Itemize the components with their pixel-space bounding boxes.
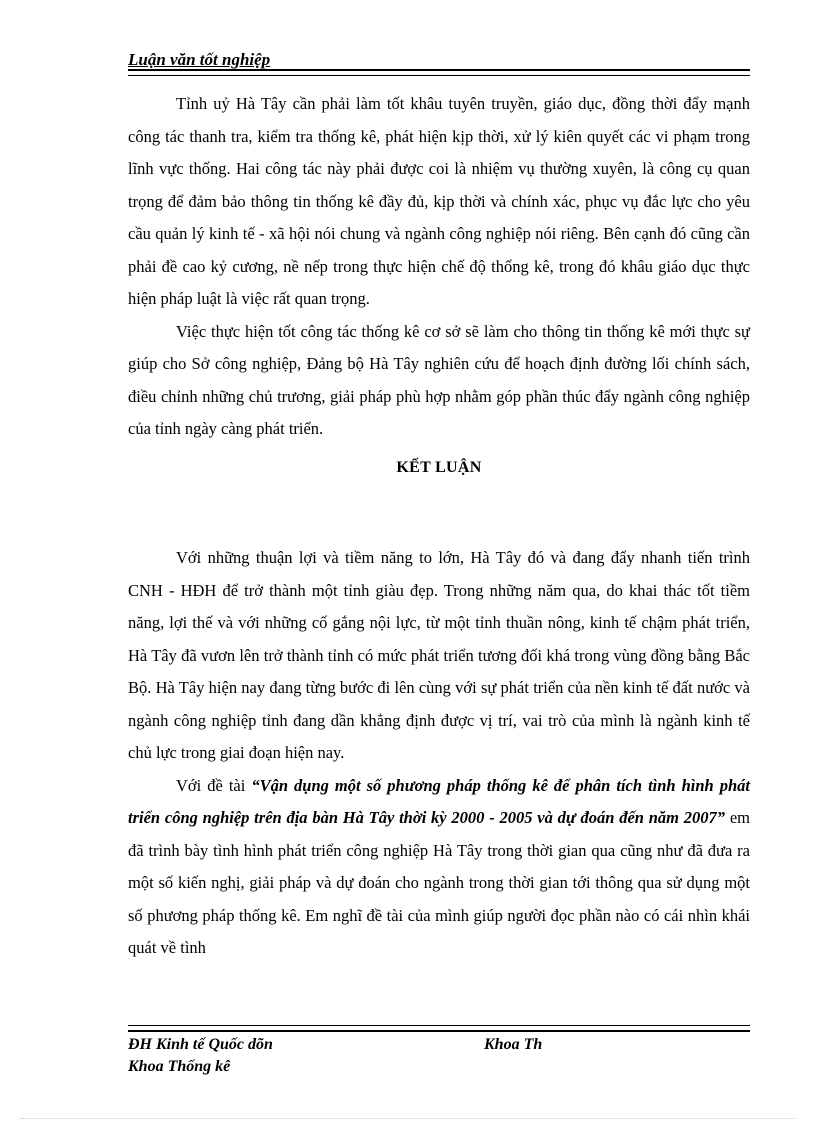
thesis-title-quote: “Vận dụng một số phương pháp thống kê để phân tích tình hình phát triển công nghiệp trên địa bàn Hà Tây thời kỳ 2000 - 2005 và dự đoán đến năm 2007” [128, 775, 750, 827]
paragraph-3: Với những thuận lợi và tiềm năng to lớn, Hà Tây đó và đang đẩy nhanh tiến trình CNH - HĐH để trở thành một tỉnh giàu đẹp. Trong những năm qua, do khai thác tốt tiềm năng, lợi thế và với những cố gắng nội lực, từ một tỉnh thuần nông, kinh tế chậm phát triển, Hà Tây đã vươn lên trở thành tỉnh có mức phát triển tương đối khá trong vùng đồng bằng Bắc Bộ. Hà Tây hiện nay đang từng bước đi lên cùng với sự phát triển của nền kinh tế đất nước và ngành công nghiệp tỉnh đang dần khẳng định được vị trí, vai trò của mình là ngành kinh tế chủ lực trong giai đoạn hiện nay. [128, 548, 750, 762]
header-divider [128, 69, 750, 76]
paragraph-4-rest: em đã trình bày tình hình phát triển công nghiệp Hà Tây trong thời gian qua cũng như đã đưa ra một số kiến nghị, giải pháp và dự đoán cho ngành trong thời gian tới thông qua sử dụng một số phương pháp thống kê. Em nghĩ đề tài của mình giúp người đọc phần nào có cái nhìn khái quát về tình [128, 808, 750, 957]
paragraph-4 [128, 770, 750, 965]
document-body [128, 88, 750, 965]
footer-left [128, 1034, 273, 1078]
paragraph-4-lead: Với đề tài [176, 775, 252, 795]
footer-faculty: Khoa Thống kê [128, 1058, 231, 1075]
page-header-title: Luận văn tốt nghiệp [128, 50, 271, 69]
section-heading: KẾT LUẬN [396, 458, 482, 476]
paragraph-2: Việc thực hiện tốt công tác thống kê cơ sở sẽ làm cho thông tin thống kê mới thực sự giúp cho Sở công nghiệp, Đảng bộ Hà Tây nghiên cứu để hoạch định đường lối chính sách, điều chỉnh những chủ trương, giải pháp phù hợp nhằm góp phần thúc đẩy ngành công nghiệp của tỉnh ngày càng phát triển. [128, 321, 750, 438]
footer-right: Khoa Th [484, 1036, 543, 1053]
paragraph-1: Tỉnh uỷ Hà Tây cần phải làm tốt khâu tuyên truyền, giáo dục, đồng thời đẩy mạnh công tác thanh tra, kiểm tra thống kê, phát hiện kịp thời, xử lý kiên quyết các vi phạm trong lĩnh vực thống. Hai công tác này phải được coi là nhiệm vụ thường xuyên, là công cụ quan trọng để đảm bảo thông tin thống kê đầy đủ, kịp thời và chính xác, phục vụ đắc lực cho yêu cầu quản lý kinh tế - xã hội nói chung và ngành công nghiệp nói riêng. Bên cạnh đó cũng cần phải đề cao kỷ cương, nề nếp trong thực hiện chế độ thống kê, trong đó khâu giáo dục thực hiện pháp luật là việc rất quan trọng. [128, 94, 750, 308]
footer-university: ĐH Kinh tế Quốc dõn [128, 1036, 273, 1053]
page-bottom-edge [20, 1118, 796, 1119]
footer-divider [128, 1025, 750, 1032]
